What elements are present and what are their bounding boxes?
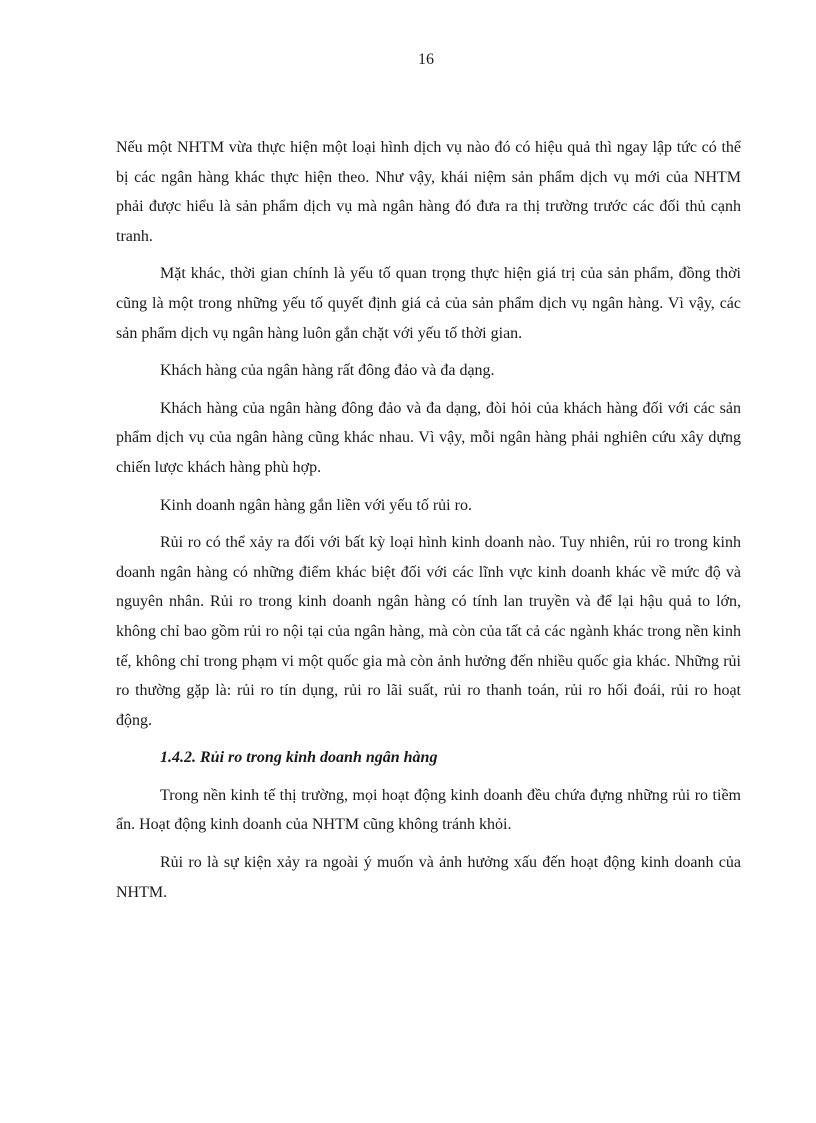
paragraph: Rủi ro là sự kiện xảy ra ngoài ý muốn và ảnh hưởng xấu đến hoạt động kinh doanh của NHTM.: [116, 854, 741, 901]
paragraph: Khách hàng của ngân hàng đông đảo và đa dạng, đòi hỏi của khách hàng đối với các sản phẩm dịch vụ của ngân hàng cũng khác nhau. Vì vậy, mỗi ngân hàng phải nghiên cứu xây dựng chiến lược khách hàng phù hợp.: [116, 399, 741, 476]
document-body: [116, 133, 741, 915]
paragraph: Trong nền kinh tế thị trường, mọi hoạt động kinh doanh đều chứa đựng những rủi ro tiềm ẩn. Hoạt động kinh doanh của NHTM cũng không tránh khỏi.: [116, 786, 741, 834]
paragraph: Kinh doanh ngân hàng gắn liền với yếu tố rủi ro.: [160, 496, 472, 514]
paragraph: Khách hàng của ngân hàng rất đông đảo và đa dạng.: [160, 362, 495, 380]
page-number: 16: [418, 51, 434, 68]
paragraph: Mặt khác, thời gian chính là yếu tố quan trọng thực hiện giá trị của sản phẩm, đồng thời cũng là một trong những yếu tố quyết định giá cả của sản phẩm dịch vụ ngân hàng. Vì vậy, các sản phẩm dịch vụ ngân hàng luôn gắn chặt với yếu tố thời gian.: [116, 265, 741, 342]
paragraph: Rủi ro có thể xảy ra đối với bất kỳ loại hình kinh doanh nào. Tuy nhiên, rủi ro trong kinh doanh ngân hàng có những điểm khác biệt đối với các lĩnh vực kinh doanh khác về mức độ và nguyên nhân. Rủi ro trong kinh doanh ngân hàng có tính lan truyền và để lại hậu quả to lớn, không chỉ bao gồm rủi ro nội tại của ngân hàng, mà còn của tất cả các ngành khác trong nền kinh tế, không chỉ trong phạm vi một quốc gia mà còn ảnh hưởng đến nhiều quốc gia khác. Những rủi ro thường gặp là: rủi ro tín dụng, rủi ro lãi suất, rủi ro thanh toán, rủi ro hối đoái, rủi ro hoạt động.: [116, 534, 741, 729]
paragraph: Nếu một NHTM vừa thực hiện một loại hình dịch vụ nào đó có hiệu quả thì ngay lập tức có thể bị các ngân hàng khác thực hiện theo. Như vậy, khái niệm sản phẩm dịch vụ mới của NHTM phải được hiểu là sản phẩm dịch vụ mà ngân hàng đó đưa ra thị trường trước các đối thủ cạnh tranh.: [116, 139, 741, 245]
section-heading: 1.4.2. Rủi ro trong kinh doanh ngân hàng: [160, 749, 438, 767]
